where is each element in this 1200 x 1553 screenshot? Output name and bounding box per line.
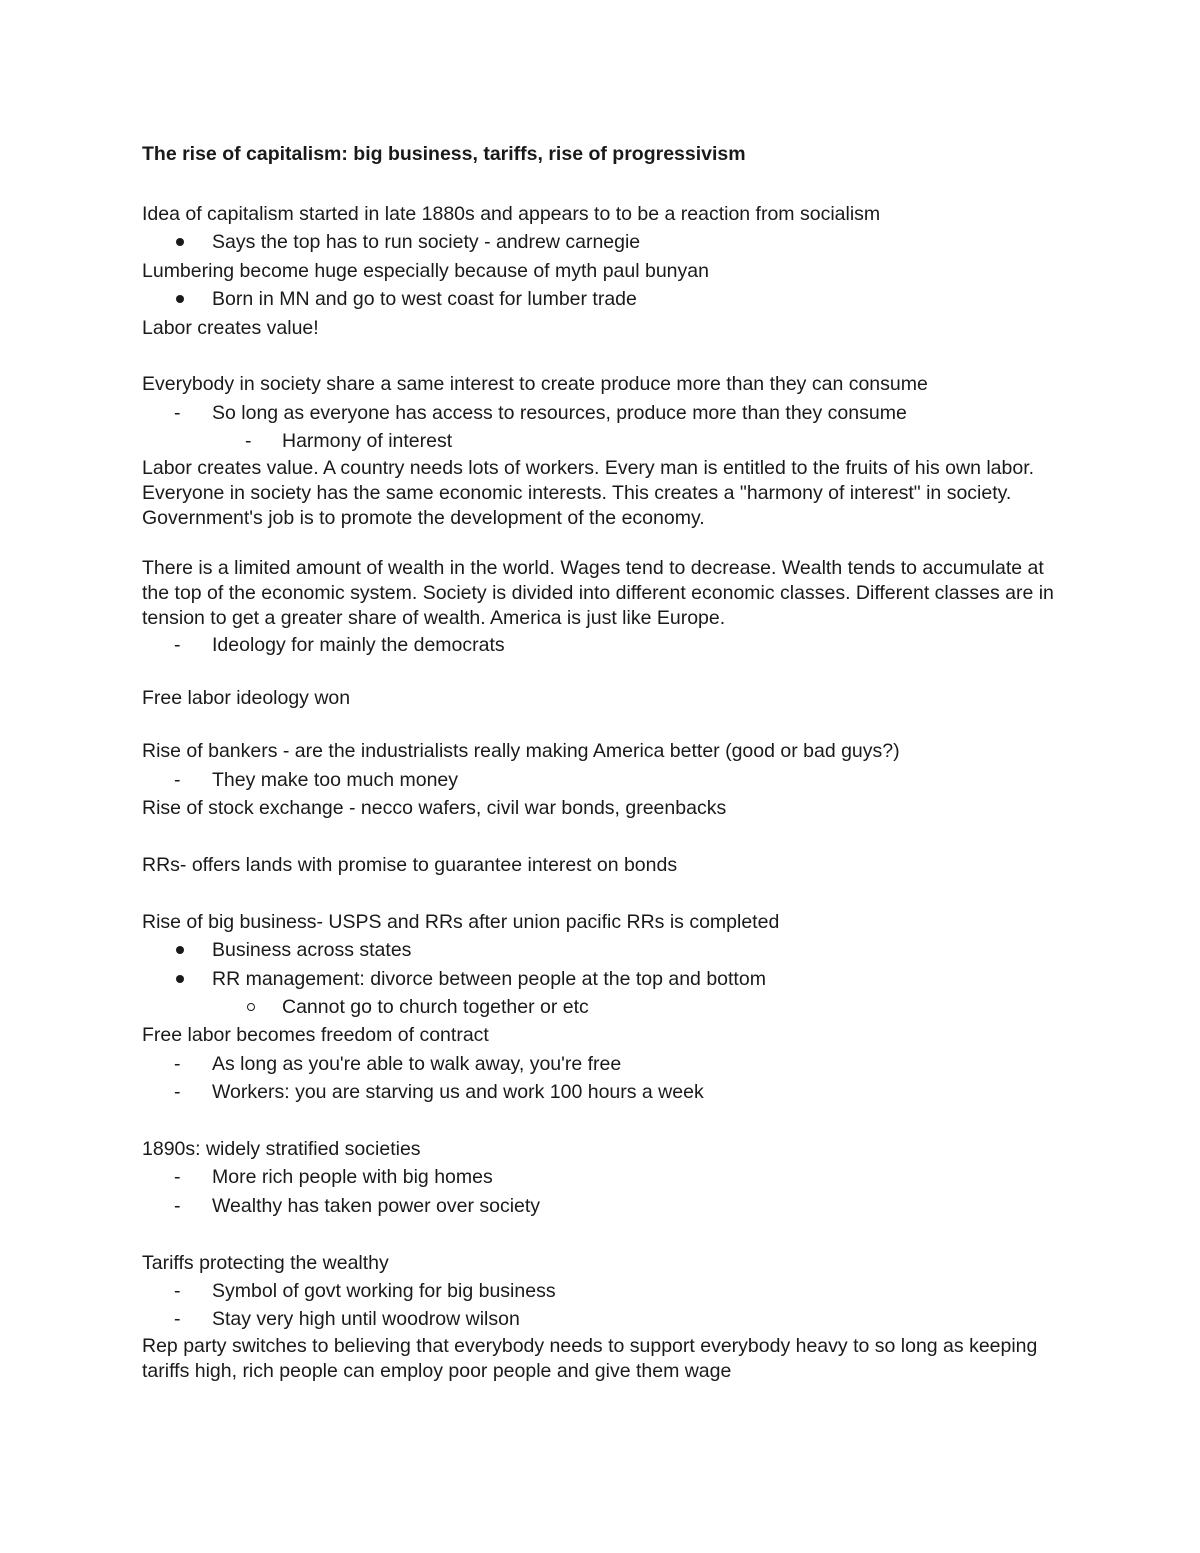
spacer <box>142 659 1062 684</box>
list-item-text: Born in MN and go to west coast for lumber trade <box>212 288 637 311</box>
list-item-text: RR management: divorce between people at the top and bottom <box>212 967 766 990</box>
list-item-text: Stay very high until woodrow wilson <box>212 1308 520 1331</box>
note-line: 1890s: widely stratified societies <box>142 1137 421 1160</box>
spacer <box>142 168 1062 200</box>
dash-list <box>142 631 1062 659</box>
list-item <box>142 631 1062 659</box>
list-item-text: They make too much money <box>212 768 459 791</box>
note-line: Rise of big business- USPS and RRs after union pacific RRs is completed <box>142 910 780 933</box>
hollow-bullet-icon <box>247 993 255 1021</box>
dash-icon <box>174 631 181 659</box>
dash-icon <box>174 1277 181 1305</box>
list-item-text: As long as you're able to walk away, you're free <box>212 1052 622 1075</box>
dash-list <box>142 1277 1062 1334</box>
list-item <box>142 936 1062 964</box>
bullet-list <box>142 936 1062 1021</box>
dash-icon <box>174 1163 181 1191</box>
dash-icon <box>174 1305 181 1333</box>
list-item-text: Workers: you are starving us and work 100 hours a week <box>212 1081 704 1104</box>
list-item <box>142 766 1062 794</box>
dash-list <box>142 1163 1062 1220</box>
paragraph: There is a limited amount of wealth in the world. Wages tend to decrease. Wealth tends to accumulate at the top of the economic system. Society is divided into different economic classes. Different classes are in tension to get a greater share of wealth. America is just like Europe. <box>142 556 1054 629</box>
dash-list <box>142 766 1062 794</box>
list-item <box>142 399 1062 427</box>
list-item <box>142 1078 1062 1106</box>
paragraph: Rep party switches to believing that everybody needs to support everybody heavy to so long as keeping tariffs high, rich people can employ poor people and give them wage <box>142 1334 1038 1382</box>
bullet-icon <box>176 965 184 993</box>
bullet-list <box>142 285 1062 313</box>
note-line: Everybody in society share a same interest to create produce more than they can consume <box>142 373 928 396</box>
note-line: Free labor ideology won <box>142 686 351 709</box>
list-item <box>142 1305 1062 1333</box>
list-item-nested <box>142 427 1062 455</box>
bullet-icon <box>176 936 184 964</box>
document-title: The rise of capitalism: big business, tariffs, rise of progressivism <box>142 143 746 165</box>
note-line: Free labor becomes freedom of contract <box>142 1024 489 1047</box>
spacer <box>142 342 1062 370</box>
spacer <box>142 712 1062 737</box>
list-item-text: So long as everyone has access to resources, produce more than they consume <box>212 401 907 424</box>
spacer <box>142 1107 1062 1135</box>
list-item-text: Business across states <box>212 939 412 962</box>
spacer <box>142 879 1062 907</box>
spacer <box>142 1220 1062 1248</box>
note-line: RRs- offers lands with promise to guarantee interest on bonds <box>142 853 678 876</box>
bullet-icon <box>176 228 184 256</box>
list-item <box>142 1050 1062 1078</box>
list-item <box>142 285 1062 313</box>
note-line: Rise of bankers - are the industrialists really making America better (good or bad guys?) <box>142 740 900 763</box>
bullet-list <box>142 228 1062 256</box>
list-item-text: More rich people with big homes <box>212 1166 493 1189</box>
dash-icon <box>174 1192 181 1220</box>
note-line: Labor creates value! <box>142 316 319 339</box>
dash-icon <box>174 1078 181 1106</box>
list-item-text: Cannot go to church together or etc <box>282 995 589 1018</box>
note-line: Rise of stock exchange - necco wafers, civil war bonds, greenbacks <box>142 797 727 820</box>
bullet-icon <box>176 285 184 313</box>
list-item-text: Harmony of interest <box>282 430 453 453</box>
list-item <box>142 965 1062 993</box>
dash-icon <box>174 1050 181 1078</box>
dash-icon <box>174 766 181 794</box>
list-item-nested <box>142 993 1062 1021</box>
list-item <box>142 1277 1062 1305</box>
dash-icon <box>245 427 252 455</box>
note-line: Tariffs protecting the wealthy <box>142 1251 389 1274</box>
list-item <box>142 228 1062 256</box>
dash-list <box>142 399 1062 456</box>
list-item-text: Ideology for mainly the democrats <box>212 633 505 656</box>
list-item-text: Wealthy has taken power over society <box>212 1194 541 1217</box>
note-line: Lumbering become huge especially because of myth paul bunyan <box>142 259 709 282</box>
list-item-text: Symbol of govt working for big business <box>212 1279 556 1302</box>
note-line: Idea of capitalism started in late 1880s and appears to to be a reaction from socialism <box>142 203 881 225</box>
dash-icon <box>174 399 181 427</box>
list-item <box>142 1192 1062 1220</box>
list-item-text: Says the top has to run society - andrew carnegie <box>212 231 641 254</box>
dash-list <box>142 1050 1062 1107</box>
document-body <box>142 140 1062 1384</box>
paragraph: Labor creates value. A country needs lots of workers. Every man is entitled to the fruits of his own labor. Everyone in society has the same economic interests. This creates a "harmony of interest" in society. Government's job is to promote the development of the economy. <box>142 456 1035 529</box>
spacer <box>142 823 1062 851</box>
spacer <box>142 531 1062 556</box>
list-item <box>142 1163 1062 1191</box>
